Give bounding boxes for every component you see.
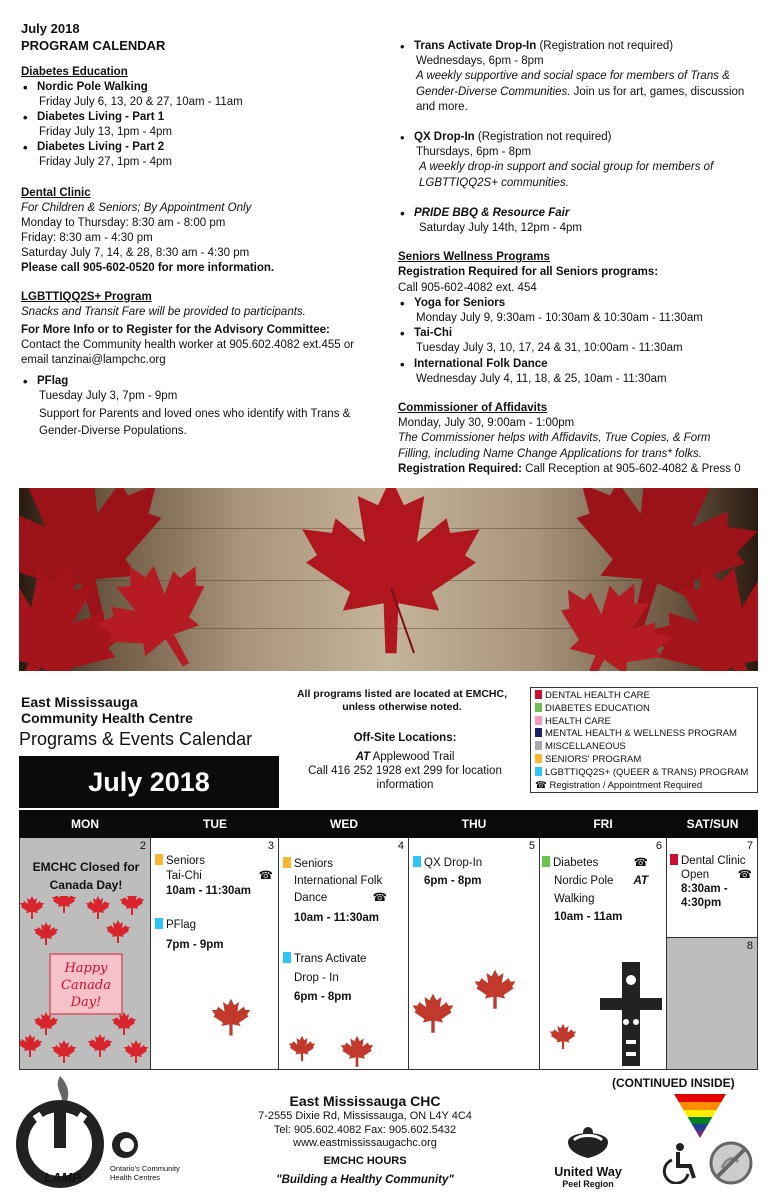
calendar-cell-mon: 2 EMCHC Closed for Canada Day! Happy Canada Day! — [19, 838, 151, 1070]
website-link[interactable]: www.eastmississaugachc.org — [293, 1137, 437, 1149]
legend — [530, 687, 758, 793]
maple-leaf-icon — [411, 992, 455, 1036]
maple-leaf-icon — [19, 488, 758, 671]
calendar-cell-wed: 4 Seniors International Folk Dance ☎ 10am - 11:30am Trans Activate Drop - In 6pm - 8pm — [279, 838, 409, 1070]
offsite-info: Off-Site Locations: AT Applewood Trail Call 416 252 1928 ext 299 for location information — [308, 732, 502, 791]
legend-item: HEALTH CARE — [535, 716, 753, 729]
pflag-item: • PFlag — [21, 374, 381, 389]
contact-block: East Mississauga CHC 7-2555 Dixie Rd, Mississauga, ON L4Y 4C4 Tel: 905.602.4082 Fax: 905.602.5432 www.eastmississaugachc.org EMCHC HOURS "Building a Healthy Community" — [240, 1093, 490, 1188]
event-dental-clinic: Dental Clinic Open ☎ 8:30am - 4:30pm — [670, 854, 754, 910]
dental-title: Dental Clinic — [21, 187, 91, 199]
legend-item: SENIORS' PROGRAM — [535, 754, 753, 767]
och-logo-icon — [110, 1130, 140, 1160]
pride-item: • PRIDE BBQ & Resource Fair — [398, 206, 763, 221]
lamp-logo — [16, 1074, 106, 1192]
happy-canada-day-sign: Happy Canada Day! — [61, 961, 111, 1010]
calendar-cell-thu: 5 QX Drop-In 6pm - 8pm — [409, 838, 540, 1070]
no-scent-icon — [708, 1140, 754, 1186]
event-folk-dance: Seniors International Folk Dance ☎ 10am - 11:30am — [283, 856, 403, 927]
maple-leaf-icon — [339, 1034, 375, 1070]
diabetes-title: Diabetes Education — [21, 66, 128, 78]
qx-item: • QX Drop-In (Registration not required) — [398, 130, 763, 145]
day-header: THU — [461, 817, 487, 831]
event-nordic-walking: Diabetes ☎ Nordic Pole AT Walking 10am - 11am — [542, 854, 660, 926]
affidavits-title: Commissioner of Affidavits — [398, 402, 548, 415]
phone-icon: ☎ — [535, 779, 547, 791]
seniors-title: Seniors Wellness Programs — [398, 251, 550, 264]
canada-day-graphic — [20, 896, 152, 1068]
continued-note: (CONTINUED INSIDE) — [612, 1076, 735, 1090]
seniors-item: • Tai-Chi — [398, 326, 763, 341]
legend-item: DIABETES EDUCATION — [535, 703, 753, 716]
phone-icon: ☎ — [737, 869, 752, 881]
canada-banner-image — [19, 488, 758, 671]
legend-item: MENTAL HEALTH & WELLNESS PROGRAM — [535, 728, 753, 741]
day-header: TUE — [203, 817, 227, 831]
left-column: Diabetes Education • Nordic Pole Walking Friday July 6, 13, 20 & 27, 10am - 11am • Diabetes Living - Part 1 Friday July 13, 1pm - 4pm • Diabetes Living - Part 2 Friday July 27, 1pm - 4pm Dental Clinic For Children & Seniors; By Appointment Only Monday to Thursday: 8:30 am - 8:00 pm Friday: 8:30 am - 4:30 pm Saturday July 7, 14, & 28, 8:30 am - 4:30 pm Please call 905-602-0520 for more information. LGBTTIQQ2S+ Program Snacks and Transit Fare will be provided to participants. For More Info or to Register for the Advisory Committee: Contact the Community health worker at 905.602.4082 ext.455 or email tanzinai@lampchc.org • PFlag Tuesday July 3, 7pm - 9pm Support for Parents and loved ones who identify with Trans & Gender-Diverse Populations. — [21, 65, 381, 439]
legend-item: LGBTTIQQ2S+ (QUEER & TRANS) PROGRAM — [535, 767, 753, 780]
calendar-cell-sat: 7 Dental Clinic Open ☎ 8:30am - 4:30pm — [667, 838, 758, 938]
calendar-cell-tue: 3 Seniors Tai-Chi ☎ 10am - 11:30am PFlag 7pm - 9pm — [151, 838, 279, 1070]
calendar-day-header — [19, 810, 758, 838]
pride-triangle-icon — [674, 1094, 726, 1138]
calendar-title: Programs & Events Calendar — [19, 729, 253, 749]
legend-item: DENTAL HEALTH CARE — [535, 690, 753, 703]
event-tai-chi: Seniors Tai-Chi ☎ 10am - 11:30am — [155, 854, 273, 899]
org-name: East Mississauga Community Health Centre — [21, 694, 193, 726]
maple-leaf-icon — [473, 968, 517, 1012]
calendar-month: July 2018 — [19, 756, 279, 808]
day-header: WED — [330, 817, 358, 831]
och-logo: Ontario's Community Health Centres — [108, 1130, 178, 1190]
united-way-icon — [566, 1120, 610, 1160]
phone-icon: ☎ — [258, 870, 273, 882]
event-qx: QX Drop-In 6pm - 8pm — [413, 854, 533, 890]
maple-leaf-icon — [211, 998, 251, 1038]
maple-leaf-icon — [548, 1022, 578, 1052]
seniors-item: • Yoga for Seniors — [398, 296, 763, 311]
closed-note: EMCHC Closed for Canada Day! — [32, 860, 140, 892]
location-note: All programs listed are located at EMCHC, unless otherwise noted. — [296, 688, 508, 713]
phone-icon: ☎ — [372, 892, 387, 904]
lgbt-title: LGBTTIQQ2S+ Program — [21, 291, 152, 303]
legend-item: ☎ Registration / Appointment Required — [535, 779, 703, 791]
united-way-logo: United Way Peel Region — [548, 1120, 628, 1190]
phone-icon: ☎ — [633, 857, 648, 869]
diabetes-item: • Diabetes Living - Part 2 — [21, 140, 381, 155]
page-title: July 2018 PROGRAM CALENDAR — [21, 21, 166, 53]
calendar-cell-fri: 6 Diabetes ☎ Nordic Pole AT Walking 10am - 11am — [540, 838, 667, 1070]
diabetes-item: • Diabetes Living - Part 1 — [21, 110, 381, 125]
day-header: MON — [71, 817, 99, 831]
day-header: SAT/SUN — [686, 817, 739, 831]
lamp-logo-text: LAMP — [44, 1170, 81, 1185]
wheelchair-icon — [660, 1142, 702, 1184]
right-column: • Trans Activate Drop-In (Registration not required) Wednesdays, 6pm - 8pm A weekly supportive and social space for members of Trans & Gender-Diverse Communities. Join us for art, games, discussion and more. • QX Drop-In (Registration not required) Thursdays, 6pm - 8pm A weekly drop-in support and social group for members of LGBTTIQQ2S+ communities. • PRIDE BBQ & Resource Fair Saturday July 14th, 12pm - 4pm Seniors Wellness Programs Registration Required for all Seniors programs: Call 905-602-4082 ext. 454 • Yoga for Seniors Monday July 9, 9:30am - 10:30am & 10:30am - 11:30am • Tai-Chi Tuesday July 3, 10, 17, 24 & 31, 10:00am - 11:30am • International Folk Dance Wednesday July 4, 11, 18, & 25, 10am - 11:30am Commissioner of Affidavits Monday, July 30, 9:00am - 1:00pm The Commissioner helps with Affidavits, True Copies, & Form Filling, including Name Change Applications for trans* folks. Registration Required: Call Reception at 905-602-4082 & Press 0 — [398, 39, 763, 477]
day-header: FRI — [593, 817, 613, 831]
event-pflag: PFlag 7pm - 9pm — [155, 916, 273, 954]
diabetes-item: • Nordic Pole Walking — [21, 80, 381, 95]
trans-item: • Trans Activate Drop-In (Registration not required) — [398, 39, 763, 54]
totem-pole-icon — [598, 960, 664, 1068]
calendar-cell-sun: 8 — [667, 938, 758, 1070]
maple-leaf-icon — [287, 1034, 317, 1064]
seniors-item: • International Folk Dance — [398, 357, 763, 372]
legend-item: MISCELLANEOUS — [535, 741, 753, 754]
event-trans-activate: Trans Activate Drop - In 6pm - 8pm — [283, 950, 403, 1007]
